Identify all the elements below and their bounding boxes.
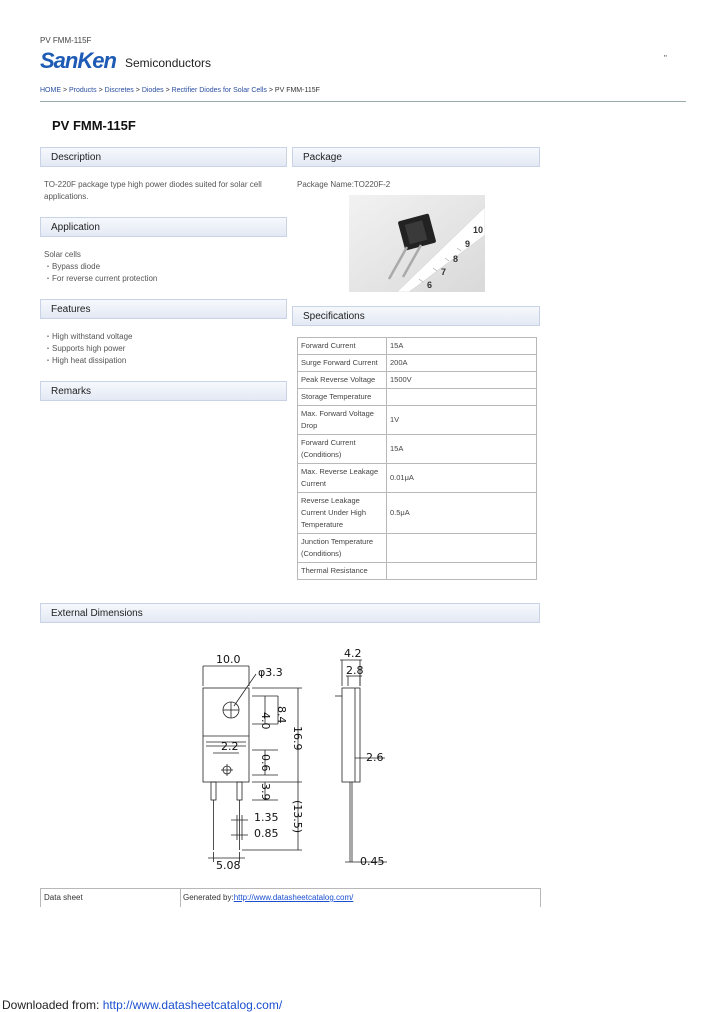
spec-value xyxy=(387,534,537,563)
spec-label: Thermal Resistance xyxy=(298,563,387,580)
dim-hole: φ3.3 xyxy=(258,666,283,679)
spec-label: Max. Forward Voltage Drop xyxy=(298,406,387,435)
spec-value: 15A xyxy=(387,435,537,464)
table-row xyxy=(298,355,537,372)
ruler-digit: 8 xyxy=(453,254,459,264)
remarks-heading: Remarks xyxy=(40,381,287,401)
spec-label: Reverse Leakage Current Under High Temperature xyxy=(298,493,387,534)
page-title: PV FMM-115F xyxy=(52,118,136,133)
spec-label: Forward Current (Conditions) xyxy=(298,435,387,464)
table-row xyxy=(298,464,537,493)
table-row xyxy=(298,338,537,355)
spec-value: 15A xyxy=(387,338,537,355)
spec-value xyxy=(387,389,537,406)
features-line: ・High heat dissipation xyxy=(44,356,127,365)
dim-5-08: 5.08 xyxy=(216,859,241,872)
application-line: ・For reverse current protection xyxy=(44,274,158,283)
brand-subtitle: Semiconductors xyxy=(125,56,212,70)
dim-2-8: 2.8 xyxy=(346,664,364,677)
package-photo xyxy=(349,195,485,292)
datasheet-link[interactable]: http://www.datasheetcatalog.com/ xyxy=(233,893,354,902)
dim-width: 10.0 xyxy=(216,653,241,666)
dim-3-9: 3.9 xyxy=(259,783,272,801)
features-heading: Features xyxy=(40,299,287,319)
spec-value xyxy=(387,563,537,580)
spec-label: Surge Forward Current xyxy=(298,355,387,372)
dim-1-35: 1.35 xyxy=(254,811,279,824)
table-row xyxy=(298,493,537,534)
footer-link[interactable]: http://www.datasheetcatalog.com/ xyxy=(102,998,283,1012)
datasheet-row xyxy=(40,888,541,907)
dim-4-2: 4.2 xyxy=(344,647,362,660)
footer-prefix: Downloaded from: xyxy=(2,998,100,1012)
spec-label: Peak Reverse Voltage xyxy=(298,372,387,389)
features-line: ・High withstand voltage xyxy=(44,332,133,341)
dim-2-6: 2.6 xyxy=(366,751,384,764)
breadcrumb-sep: > xyxy=(135,87,140,94)
datasheet-label: Data sheet xyxy=(41,889,181,907)
table-row xyxy=(298,435,537,464)
dim-0-85: 0.85 xyxy=(254,827,279,840)
top-label: PV FMM-115F xyxy=(40,36,92,45)
breadcrumb-sep: > xyxy=(165,87,170,94)
external-dimensions-heading: External Dimensions xyxy=(40,603,540,623)
spec-value: 1V xyxy=(387,406,537,435)
datasheet-generated xyxy=(183,889,353,907)
table-row xyxy=(298,563,537,580)
dimension-drawing xyxy=(190,640,400,875)
ruler-digit: 10 xyxy=(473,225,484,235)
table-row xyxy=(298,389,537,406)
spec-label: Storage Temperature xyxy=(298,389,387,406)
ruler-digit: 9 xyxy=(465,239,471,249)
breadcrumb-products[interactable]: Products xyxy=(69,87,97,94)
dim-0-6: 0.6 xyxy=(259,754,272,772)
spec-value: 200A xyxy=(387,355,537,372)
ruler-digit: 6 xyxy=(427,280,433,290)
spec-table xyxy=(297,337,537,580)
dim-8-4: 8.4 xyxy=(275,706,288,724)
sanken-logo[interactable]: SanKen xyxy=(40,48,116,73)
spec-value: 0.5μA xyxy=(387,493,537,534)
dim-13-5: (13.5) xyxy=(291,800,304,834)
description-heading: Description xyxy=(40,147,287,167)
table-row xyxy=(298,534,537,563)
breadcrumb-home[interactable]: HOME xyxy=(40,87,61,94)
breadcrumb-category[interactable]: Rectifier Diodes for Solar Cells xyxy=(171,87,267,94)
breadcrumb-current: PV FMM-115F xyxy=(274,87,320,94)
breadcrumb-sep: > xyxy=(98,87,103,94)
download-footer xyxy=(2,998,282,1012)
breadcrumb-sep: > xyxy=(62,87,68,94)
spec-value: 0.01μA xyxy=(387,464,537,493)
header-divider xyxy=(40,101,686,102)
features-line: ・Supports high power xyxy=(44,344,126,353)
datasheet-prefix: Generated by: xyxy=(183,893,234,902)
application-line: Solar cells xyxy=(44,250,81,259)
spec-value: 1500V xyxy=(387,372,537,389)
description-text: TO-220F package type high power diodes suited for solar cell applications. xyxy=(44,180,262,201)
breadcrumb-sep: > xyxy=(268,87,273,94)
corner-mark: " xyxy=(664,54,667,63)
spec-label: Junction Temperature (Conditions) xyxy=(298,534,387,563)
dim-0-45: 0.45 xyxy=(360,855,385,868)
table-row xyxy=(298,406,537,435)
breadcrumb-diodes[interactable]: Diodes xyxy=(141,87,164,94)
spec-label: Max. Reverse Leakage Current xyxy=(298,464,387,493)
specifications-heading: Specifications xyxy=(292,306,540,326)
spec-label: Forward Current xyxy=(298,338,387,355)
breadcrumb xyxy=(40,87,320,94)
dim-2-2: 2.2 xyxy=(221,740,239,753)
package-heading: Package xyxy=(292,147,540,167)
dim-4-0: 4.0 xyxy=(259,712,272,730)
package-name: Package Name:TO220F-2 xyxy=(297,180,391,189)
application-line: ・Bypass diode xyxy=(44,262,101,271)
ruler-digit: 7 xyxy=(441,267,447,277)
breadcrumb-discretes[interactable]: Discretes xyxy=(104,87,134,94)
application-heading: Application xyxy=(40,217,287,237)
dim-16-9: 16.9 xyxy=(291,726,304,751)
table-row xyxy=(298,372,537,389)
